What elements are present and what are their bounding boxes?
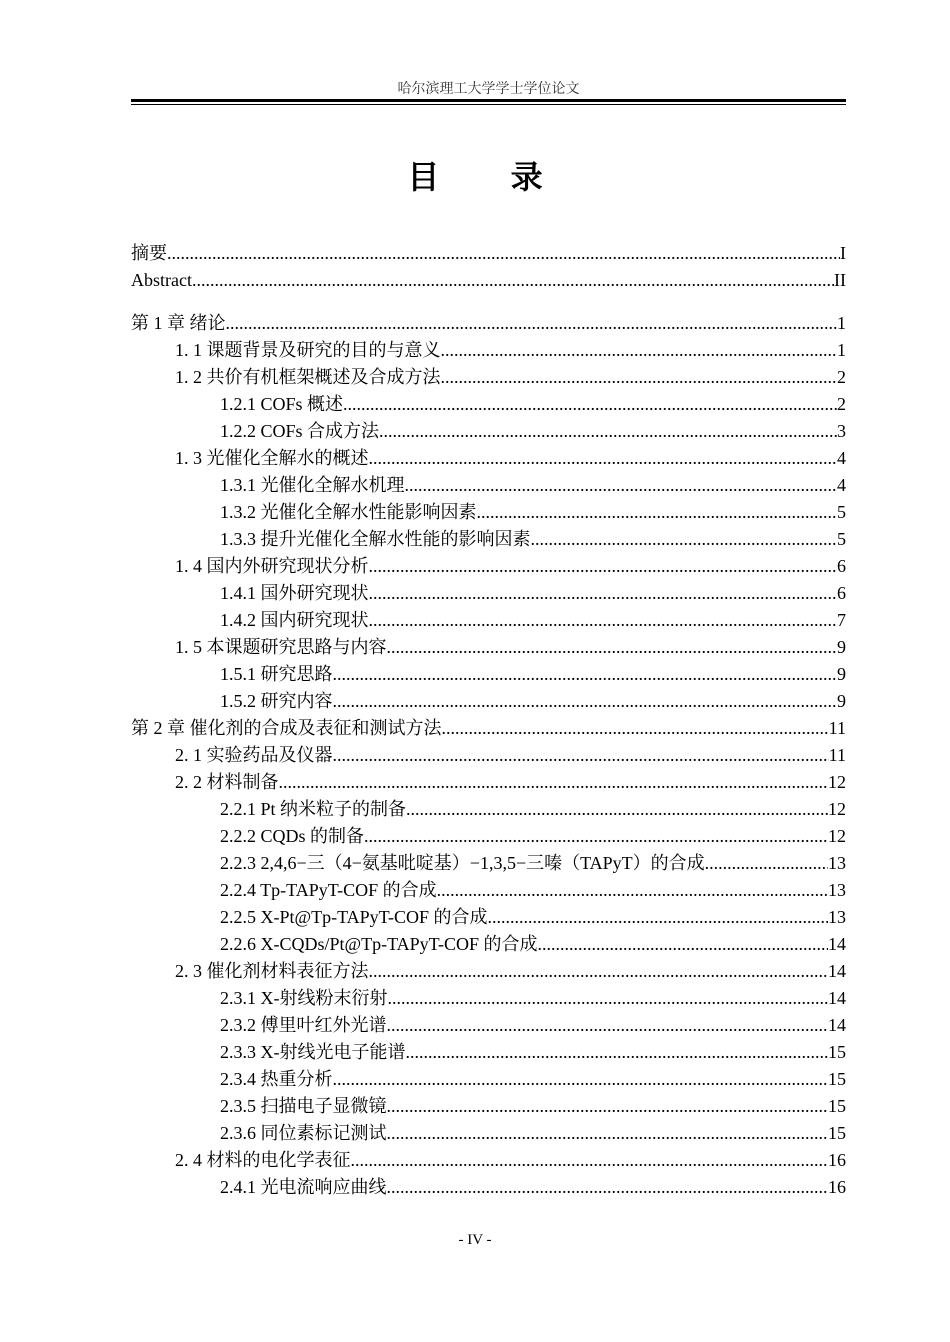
toc-entry[interactable] [131,267,846,294]
toc-entry-page: 1 [837,313,846,333]
toc-entry-page: 11 [828,718,846,738]
toc-entry-label: 1.3.3 提升光催化全解水性能的影响因素 [220,529,531,549]
toc-entry[interactable] [131,553,846,580]
toc-leader-dots [705,850,828,877]
toc-entry[interactable] [131,877,846,904]
toc-entry-page: 2 [837,367,846,387]
toc-entry-page: 13 [828,907,846,927]
toc-leader-dots [441,337,838,364]
toc-entry[interactable] [131,1066,846,1093]
toc-entry-page: 15 [828,1096,846,1116]
toc-entry[interactable] [131,445,846,472]
toc-entry[interactable] [131,364,846,391]
toc-entry[interactable] [131,1012,846,1039]
toc-leader-dots [442,715,829,742]
toc-entry-label: Abstract [131,270,192,290]
toc-entry-page: 14 [828,934,846,954]
toc-leader-dots [387,1012,829,1039]
toc-entry[interactable] [131,634,846,661]
toc-leader-dots [369,553,838,580]
toc-leader-dots [538,931,829,958]
toc-entry-label: 2.2.2 CQDs 的制备 [220,826,365,846]
toc-entry-label: 1.5.2 研究内容 [220,691,333,711]
toc-entry-label: 1.3.1 光催化全解水机理 [220,475,405,495]
toc-leader-dots [333,661,838,688]
toc-entry[interactable] [131,499,846,526]
table-of-contents [131,240,846,1201]
toc-entry-label: 2.3.5 扫描电子显微镜 [220,1096,387,1116]
toc-entry-page: 7 [837,610,846,630]
toc-leader-dots [387,1174,829,1201]
toc-entry-label: 1. 2 共价有机框架概述及合成方法 [175,367,441,387]
toc-entry[interactable] [131,1174,846,1201]
toc-entry-page: 12 [828,772,846,792]
toc-entry-page: 11 [828,745,846,765]
toc-leader-dots [531,526,838,553]
toc-leader-dots [437,877,828,904]
toc-entry-label: 1.2.2 COFs 合成方法 [220,421,380,441]
toc-leader-dots [379,418,837,445]
toc-entry-label: 2.3.6 同位素标记测试 [220,1123,387,1143]
toc-entry-label: 2.3.4 热重分析 [220,1069,333,1089]
toc-entry-page: 9 [837,664,846,684]
toc-leader-dots [387,634,838,661]
page-number: - IV - [458,1232,492,1248]
toc-leader-dots [488,904,829,931]
toc-entry[interactable] [131,796,846,823]
toc-leader-dots [369,580,838,607]
toc-entry[interactable] [131,391,846,418]
toc-entry[interactable] [131,823,846,850]
toc-entry-label: 1.5.1 研究思路 [220,664,333,684]
toc-entry-page: 4 [837,448,846,468]
toc-leader-dots [351,1147,829,1174]
toc-entry-label: 1. 4 国内外研究现状分析 [175,556,369,576]
toc-entry[interactable] [131,688,846,715]
toc-entry-page: 6 [837,583,846,603]
toc-entry-page: 16 [828,1150,846,1170]
toc-entry[interactable] [131,1120,846,1147]
toc-entry-label: 2.2.4 Tp-TAPyT-COF 的合成 [220,880,437,900]
toc-entry[interactable] [131,850,846,877]
toc-entry[interactable] [131,715,846,742]
toc-entry-label: 1.3.2 光催化全解水性能影响因素 [220,502,477,522]
toc-leader-dots [333,1066,829,1093]
toc-entry[interactable] [131,418,846,445]
toc-leader-dots [226,310,838,337]
header-rule-thick [131,99,846,102]
toc-leader-dots [369,607,838,634]
toc-title: 目 录 [407,158,573,196]
toc-entry-page: I [840,243,846,263]
toc-entry-label: 第 2 章 催化剂的合成及表征和测试方法 [131,718,442,738]
toc-entry-page: 5 [837,529,846,549]
toc-leader-dots [387,1120,829,1147]
toc-entry-label: 2.2.1 Pt 纳米粒子的制备 [220,799,407,819]
toc-leader-dots [343,391,837,418]
toc-entry[interactable] [131,769,846,796]
toc-entry[interactable] [131,472,846,499]
toc-entry[interactable] [131,1039,846,1066]
toc-entry-label: 1. 5 本课题研究思路与内容 [175,637,387,657]
toc-entry-label: 2. 1 实验药品及仪器 [175,745,333,765]
toc-entry-label: 2. 3 催化剂材料表征方法 [175,961,369,981]
toc-entry-page: II [834,270,846,290]
toc-entry-label: 2.3.2 傅里叶红外光谱 [220,1015,387,1035]
toc-entry[interactable] [131,526,846,553]
toc-entry-label: 1.4.1 国外研究现状 [220,583,369,603]
toc-entry-label: 2.2.6 X-CQDs/Pt@Tp-TAPyT-COF 的合成 [220,934,538,954]
toc-leader-dots [477,499,838,526]
toc-leader-dots [388,985,829,1012]
toc-entry-page: 4 [837,475,846,495]
toc-entry-label: 1.4.2 国内研究现状 [220,610,369,630]
toc-entry-label: 2.4.1 光电流响应曲线 [220,1177,387,1197]
toc-entry[interactable] [131,337,846,364]
toc-entry-page: 9 [837,637,846,657]
toc-entry-label: 2.2.3 2,4,6−三（4−氨基吡啶基）−1,3,5−三嗪（TAPyT）的合成 [220,853,705,873]
toc-entry-page: 15 [828,1042,846,1062]
toc-entry[interactable] [131,310,846,337]
toc-entry-page: 16 [828,1177,846,1197]
toc-entry-page: 12 [828,799,846,819]
toc-entry-page: 2 [837,394,846,414]
toc-entry-page: 12 [828,826,846,846]
toc-entry[interactable] [131,240,846,267]
toc-entry-page: 15 [828,1069,846,1089]
toc-leader-dots [441,364,838,391]
toc-entry[interactable] [131,985,846,1012]
toc-leader-dots [167,240,840,267]
toc-leader-dots [364,823,828,850]
toc-entry-page: 9 [837,691,846,711]
toc-entry[interactable] [131,661,846,688]
toc-entry-label: 第 1 章 绪论 [131,313,226,333]
toc-entry-label: 2. 4 材料的电化学表征 [175,1150,351,1170]
toc-leader-dots [369,958,829,985]
toc-entry-page: 15 [828,1123,846,1143]
header-rule-thin [131,104,846,105]
toc-entry-label: 1. 3 光催化全解水的概述 [175,448,369,468]
toc-entry-page: 13 [828,853,846,873]
toc-entry-page: 13 [828,880,846,900]
toc-entry-label: 2.3.3 X-射线光电子能谱 [220,1042,406,1062]
toc-entry[interactable] [131,1147,846,1174]
toc-entry-page: 14 [828,988,846,1008]
toc-entry-label: 1. 1 课题背景及研究的目的与意义 [175,340,441,360]
running-header: 哈尔滨理工大学学士学位论文 [397,82,580,97]
toc-entry-page: 14 [828,1015,846,1035]
toc-entry[interactable] [131,607,846,634]
toc-entry[interactable] [131,904,846,931]
toc-entry-page: 6 [837,556,846,576]
toc-leader-dots [406,796,828,823]
toc-leader-dots [279,769,829,796]
toc-entry-label: 2. 2 材料制备 [175,772,279,792]
toc-leader-dots [369,445,838,472]
toc-leader-dots [333,742,829,769]
toc-leader-dots [192,267,834,294]
toc-entry-label: 2.2.5 X-Pt@Tp-TAPyT-COF 的合成 [220,907,488,927]
toc-entry-page: 3 [837,421,846,441]
toc-entry-page: 1 [837,340,846,360]
toc-leader-dots [405,472,838,499]
toc-entry-page: 14 [828,961,846,981]
toc-leader-dots [406,1039,829,1066]
toc-entry-label: 2.3.1 X-射线粉末衍射 [220,988,388,1008]
toc-entry-label: 1.2.1 COFs 概述 [220,394,344,414]
toc-entry[interactable] [131,742,846,769]
toc-entry-label: 摘要 [131,243,167,263]
toc-entry-page: 5 [837,502,846,522]
toc-entry[interactable] [131,931,846,958]
toc-entry[interactable] [131,580,846,607]
toc-entry[interactable] [131,1093,846,1120]
toc-leader-dots [333,688,838,715]
toc-entry[interactable] [131,958,846,985]
toc-leader-dots [387,1093,829,1120]
